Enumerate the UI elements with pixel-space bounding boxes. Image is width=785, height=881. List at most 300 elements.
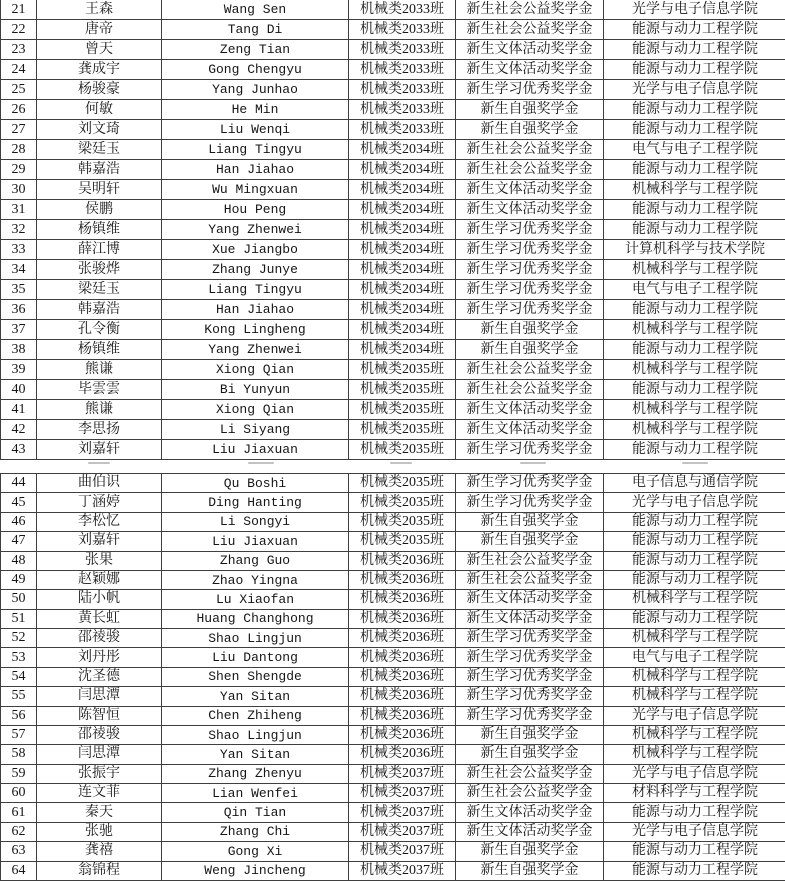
college-cell: 能源与动力工程学院 [632, 513, 758, 529]
table-row [0, 80, 785, 100]
class-cell: 机械类2033班 [349, 20, 456, 39]
table-row [0, 571, 785, 590]
table-row [0, 340, 785, 360]
table-row [0, 0, 785, 20]
row-number-cell: 63 [1, 842, 37, 860]
pinyin-name-cell: Tang Di [162, 20, 349, 39]
pinyin-name-cell: Zhao Yingna [162, 571, 349, 589]
pinyin-name-cell: Zhang Junye [162, 260, 349, 279]
college-cell: 电子信息与通信学院 [632, 475, 758, 491]
student-name-cell: 黄长虹 [37, 610, 162, 628]
college-cell: 材料科学与工程学院 [632, 785, 758, 801]
scholarship-type-cell: 新生学习优秀奖学金 [456, 474, 604, 492]
student-name-cell: 王森 [37, 0, 162, 19]
pinyin-name-cell: Lu Xiaofan [162, 590, 349, 608]
class-cell: 机械类2033班 [349, 40, 456, 59]
college-cell: 能源与动力工程学院 [632, 201, 758, 217]
page-break-artifact [520, 462, 546, 464]
scholarship-type-cell: 新生自强奖学金 [456, 120, 604, 139]
class-cell: 机械类2035班 [349, 380, 456, 399]
college-cell: 光学与电子信息学院 [632, 823, 758, 839]
row-number-cell: 45 [1, 493, 37, 511]
pinyin-name-cell: Liu Jiaxuan [162, 532, 349, 550]
student-name-cell: 张果 [37, 552, 162, 570]
row-number-cell: 50 [1, 590, 37, 608]
row-number-cell: 27 [1, 120, 37, 139]
row-number-cell: 47 [1, 532, 37, 550]
scholarship-type-cell: 新生学习优秀奖学金 [456, 300, 604, 319]
class-cell: 机械类2037班 [349, 862, 456, 880]
pinyin-name-cell: Zhang Zhenyu [162, 765, 349, 783]
scholarship-type-cell: 新生学习优秀奖学金 [456, 260, 604, 279]
class-cell: 机械类2034班 [349, 240, 456, 259]
class-cell: 机械类2035班 [349, 440, 456, 459]
scholarship-type-cell: 新生学习优秀奖学金 [456, 440, 604, 459]
student-name-cell: 赵颖娜 [37, 571, 162, 589]
pinyin-name-cell: Yang Zhenwei [162, 340, 349, 359]
college-cell: 能源与动力工程学院 [632, 381, 758, 397]
table-row [0, 668, 785, 687]
row-number-cell: 43 [1, 440, 37, 459]
table-row [0, 320, 785, 340]
scholarship-type-cell: 新生自强奖学金 [456, 745, 604, 763]
table-row [0, 220, 785, 240]
class-cell: 机械类2036班 [349, 629, 456, 647]
pinyin-name-cell: Qu Boshi [162, 474, 349, 492]
student-name-cell: 熊谦 [37, 400, 162, 419]
student-name-cell: 曲伯识 [37, 474, 162, 492]
college-cell: 机械科学与工程学院 [632, 727, 758, 743]
class-cell: 机械类2033班 [349, 60, 456, 79]
class-cell: 机械类2037班 [349, 803, 456, 821]
row-number-cell: 58 [1, 745, 37, 763]
class-cell: 机械类2036班 [349, 726, 456, 744]
college-cell: 机械科学与工程学院 [632, 688, 758, 704]
class-cell: 机械类2034班 [349, 320, 456, 339]
row-number-cell: 37 [1, 320, 37, 339]
college-cell: 机械科学与工程学院 [632, 261, 758, 277]
scholarship-type-cell: 新生自强奖学金 [456, 862, 604, 880]
pinyin-name-cell: Xiong Qian [162, 360, 349, 379]
class-cell: 机械类2036班 [349, 571, 456, 589]
scholarship-type-cell: 新生学习优秀奖学金 [456, 668, 604, 686]
scholarship-type-cell: 新生学习优秀奖学金 [456, 280, 604, 299]
student-name-cell: 唐帝 [37, 20, 162, 39]
row-number-cell: 36 [1, 300, 37, 319]
pinyin-name-cell: Yang Junhao [162, 80, 349, 99]
student-name-cell: 刘文琦 [37, 120, 162, 139]
college-cell: 能源与动力工程学院 [632, 41, 758, 57]
table-row [0, 280, 785, 300]
student-name-cell: 张骏烨 [37, 260, 162, 279]
pinyin-name-cell: Liu Jiaxuan [162, 440, 349, 459]
row-number-cell: 29 [1, 160, 37, 179]
row-number-cell: 64 [1, 862, 37, 880]
student-name-cell: 刘嘉轩 [37, 532, 162, 550]
pinyin-name-cell: Hou Peng [162, 200, 349, 219]
table-row [0, 420, 785, 440]
scholarship-type-cell: 新生社会公益奖学金 [456, 380, 604, 399]
class-cell: 机械类2035班 [349, 360, 456, 379]
table-row [0, 100, 785, 120]
student-name-cell: 韩嘉浩 [37, 160, 162, 179]
page-break-artifact [248, 462, 274, 464]
pinyin-name-cell: Liang Tingyu [162, 280, 349, 299]
class-cell: 机械类2036班 [349, 668, 456, 686]
college-cell: 能源与动力工程学院 [632, 341, 758, 357]
pinyin-name-cell: Shen Shengde [162, 668, 349, 686]
row-number-cell: 23 [1, 40, 37, 59]
college-cell: 计算机科学与技术学院 [625, 241, 765, 257]
college-cell: 能源与动力工程学院 [632, 441, 758, 457]
scholarship-type-cell: 新生社会公益奖学金 [456, 140, 604, 159]
college-cell: 能源与动力工程学院 [632, 301, 758, 317]
class-cell: 机械类2036班 [349, 590, 456, 608]
class-cell: 机械类2033班 [349, 100, 456, 119]
pinyin-name-cell: Gong Chengyu [162, 60, 349, 79]
table-row [0, 240, 785, 260]
scholarship-type-cell: 新生学习优秀奖学金 [456, 240, 604, 259]
student-name-cell: 杨镇维 [37, 220, 162, 239]
student-name-cell: 闫思潭 [37, 687, 162, 705]
class-cell: 机械类2034班 [349, 180, 456, 199]
row-number-cell: 57 [1, 726, 37, 744]
table-row [0, 140, 785, 160]
table-row [0, 687, 785, 706]
row-number-cell: 62 [1, 823, 37, 841]
pinyin-name-cell: Liu Dantong [162, 648, 349, 666]
table-row [0, 707, 785, 726]
pinyin-name-cell: Chen Zhiheng [162, 707, 349, 725]
pinyin-name-cell: Zhang Chi [162, 823, 349, 841]
table-row [0, 60, 785, 80]
class-cell: 机械类2036班 [349, 745, 456, 763]
table-row [0, 726, 785, 745]
student-name-cell: 熊谦 [37, 360, 162, 379]
scholarship-type-cell: 新生自强奖学金 [456, 513, 604, 531]
table-row [0, 862, 785, 881]
table-row [0, 590, 785, 609]
table-row [0, 648, 785, 667]
table-row [0, 160, 785, 180]
table-row [0, 360, 785, 380]
college-cell: 能源与动力工程学院 [632, 121, 758, 137]
class-cell: 机械类2037班 [349, 784, 456, 802]
table-row [0, 629, 785, 648]
row-number-cell: 53 [1, 648, 37, 666]
pinyin-name-cell: Han Jiahao [162, 300, 349, 319]
row-number-cell: 49 [1, 571, 37, 589]
table-row [0, 200, 785, 220]
pinyin-name-cell: Zhang Guo [162, 552, 349, 570]
table-row [0, 493, 785, 512]
table-row [0, 300, 785, 320]
table-row [0, 380, 785, 400]
scholarship-type-cell: 新生社会公益奖学金 [456, 552, 604, 570]
student-name-cell: 何敏 [37, 100, 162, 119]
student-name-cell: 毕雲雲 [37, 380, 162, 399]
student-name-cell: 翁锦程 [37, 862, 162, 880]
class-cell: 机械类2033班 [349, 120, 456, 139]
college-cell: 机械科学与工程学院 [632, 361, 758, 377]
scholarship-type-cell: 新生自强奖学金 [456, 726, 604, 744]
pinyin-name-cell: Xue Jiangbo [162, 240, 349, 259]
row-number-cell: 35 [1, 280, 37, 299]
scholarship-type-cell: 新生学习优秀奖学金 [456, 648, 604, 666]
class-cell: 机械类2037班 [349, 823, 456, 841]
table-row [0, 40, 785, 60]
page-break-artifact [390, 462, 412, 464]
college-cell: 能源与动力工程学院 [632, 572, 758, 588]
college-cell: 光学与电子信息学院 [632, 1, 758, 17]
row-number-cell: 61 [1, 803, 37, 821]
pinyin-name-cell: Shao Lingjun [162, 629, 349, 647]
scholarship-type-cell: 新生学习优秀奖学金 [456, 493, 604, 511]
table-row [0, 784, 785, 803]
table-row [0, 400, 785, 420]
scholarship-type-cell: 新生社会公益奖学金 [456, 571, 604, 589]
row-number-cell: 28 [1, 140, 37, 159]
class-cell: 机械类2035班 [349, 493, 456, 511]
class-cell: 机械类2035班 [349, 474, 456, 492]
scholarship-type-cell: 新生社会公益奖学金 [456, 20, 604, 39]
scholarship-type-cell: 新生社会公益奖学金 [456, 0, 604, 19]
student-name-cell: 陈智恒 [37, 707, 162, 725]
row-number-cell: 59 [1, 765, 37, 783]
class-cell: 机械类2035班 [349, 532, 456, 550]
row-number-cell: 22 [1, 20, 37, 39]
student-name-cell: 沈圣德 [37, 668, 162, 686]
row-number-cell: 26 [1, 100, 37, 119]
table-row [0, 180, 785, 200]
student-name-cell: 丁涵婷 [37, 493, 162, 511]
pinyin-name-cell: Bi Yunyun [162, 380, 349, 399]
row-number-cell: 25 [1, 80, 37, 99]
college-cell: 光学与电子信息学院 [632, 494, 758, 510]
class-cell: 机械类2034班 [349, 280, 456, 299]
college-cell: 能源与动力工程学院 [632, 843, 758, 859]
class-cell: 机械类2035班 [349, 400, 456, 419]
class-cell: 机械类2034班 [349, 260, 456, 279]
college-cell: 光学与电子信息学院 [632, 707, 758, 723]
row-number-cell: 52 [1, 629, 37, 647]
student-name-cell: 陆小帆 [37, 590, 162, 608]
scholarship-type-cell: 新生学习优秀奖学金 [456, 687, 604, 705]
pinyin-name-cell: Zeng Tian [162, 40, 349, 59]
student-name-cell: 闫思潭 [37, 745, 162, 763]
row-number-cell: 54 [1, 668, 37, 686]
pinyin-name-cell: Yan Sitan [162, 745, 349, 763]
college-cell: 机械科学与工程学院 [632, 421, 758, 437]
table-row [0, 803, 785, 822]
college-cell: 光学与电子信息学院 [632, 765, 758, 781]
pinyin-name-cell: Qin Tian [162, 803, 349, 821]
table-row [0, 823, 785, 842]
student-name-cell: 李松忆 [37, 513, 162, 531]
row-number-cell: 46 [1, 513, 37, 531]
row-number-cell: 48 [1, 552, 37, 570]
college-cell: 机械科学与工程学院 [632, 321, 758, 337]
row-number-cell: 21 [1, 0, 37, 19]
college-cell: 电气与电子工程学院 [632, 141, 758, 157]
college-cell: 机械科学与工程学院 [632, 746, 758, 762]
student-name-cell: 连文菲 [37, 784, 162, 802]
college-cell: 机械科学与工程学院 [632, 591, 758, 607]
pinyin-name-cell: Liu Wenqi [162, 120, 349, 139]
student-name-cell: 杨镇维 [37, 340, 162, 359]
scholarship-type-cell: 新生学习优秀奖学金 [456, 707, 604, 725]
student-name-cell: 张驰 [37, 823, 162, 841]
scholarship-type-cell: 新生文体活动奖学金 [456, 400, 604, 419]
college-cell: 能源与动力工程学院 [632, 161, 758, 177]
row-number-cell: 51 [1, 610, 37, 628]
student-name-cell: 韩嘉浩 [37, 300, 162, 319]
student-name-cell: 吴明轩 [37, 180, 162, 199]
pinyin-name-cell: Yan Sitan [162, 687, 349, 705]
page-break-artifact [682, 462, 708, 464]
row-number-cell: 31 [1, 200, 37, 219]
row-number-cell: 32 [1, 220, 37, 239]
row-number-cell: 38 [1, 340, 37, 359]
class-cell: 机械类2034班 [349, 340, 456, 359]
row-number-cell: 56 [1, 707, 37, 725]
scholarship-type-cell: 新生自强奖学金 [456, 842, 604, 860]
pinyin-name-cell: Lian Wenfei [162, 784, 349, 802]
row-number-cell: 39 [1, 360, 37, 379]
student-name-cell: 秦天 [37, 803, 162, 821]
scholarship-type-cell: 新生社会公益奖学金 [456, 765, 604, 783]
row-number-cell: 44 [1, 474, 37, 492]
class-cell: 机械类2036班 [349, 552, 456, 570]
table-row [0, 765, 785, 784]
table-block-lower [0, 473, 785, 881]
class-cell: 机械类2036班 [349, 687, 456, 705]
page-break-artifact [88, 462, 110, 464]
college-cell: 能源与动力工程学院 [632, 552, 758, 568]
student-name-cell: 刘丹彤 [37, 648, 162, 666]
table-row [0, 260, 785, 280]
table-row [0, 120, 785, 140]
student-name-cell: 侯鹏 [37, 200, 162, 219]
class-cell: 机械类2035班 [349, 420, 456, 439]
college-cell: 电气与电子工程学院 [632, 649, 758, 665]
pinyin-name-cell: Han Jiahao [162, 160, 349, 179]
pinyin-name-cell: Li Siyang [162, 420, 349, 439]
scholarship-type-cell: 新生文体活动奖学金 [456, 40, 604, 59]
scholarship-type-cell: 新生文体活动奖学金 [456, 590, 604, 608]
row-number-cell: 55 [1, 687, 37, 705]
row-number-cell: 24 [1, 60, 37, 79]
college-cell: 光学与电子信息学院 [632, 81, 758, 97]
class-cell: 机械类2034班 [349, 160, 456, 179]
college-cell: 能源与动力工程学院 [632, 101, 758, 117]
scholarship-type-cell: 新生社会公益奖学金 [456, 784, 604, 802]
student-name-cell: 曾天 [37, 40, 162, 59]
pinyin-name-cell: Ding Hanting [162, 493, 349, 511]
college-cell: 能源与动力工程学院 [632, 862, 758, 878]
table-row [0, 842, 785, 861]
student-name-cell: 龚禧 [37, 842, 162, 860]
scholarship-type-cell: 新生文体活动奖学金 [456, 60, 604, 79]
pinyin-name-cell: Wang Sen [162, 0, 349, 19]
class-cell: 机械类2033班 [349, 0, 456, 19]
pinyin-name-cell: Yang Zhenwei [162, 220, 349, 239]
college-cell: 能源与动力工程学院 [632, 21, 758, 37]
table-row [0, 474, 785, 493]
student-name-cell: 梁廷玉 [37, 140, 162, 159]
scholarship-type-cell: 新生学习优秀奖学金 [456, 80, 604, 99]
class-cell: 机械类2036班 [349, 648, 456, 666]
table-row [0, 745, 785, 764]
class-cell: 机械类2037班 [349, 765, 456, 783]
college-cell: 能源与动力工程学院 [632, 533, 758, 549]
table-row [0, 552, 785, 571]
college-cell: 机械科学与工程学院 [632, 630, 758, 646]
college-cell: 机械科学与工程学院 [632, 401, 758, 417]
scholarship-type-cell: 新生文体活动奖学金 [456, 180, 604, 199]
class-cell: 机械类2034班 [349, 140, 456, 159]
college-cell: 能源与动力工程学院 [632, 221, 758, 237]
student-name-cell: 邵祾骏 [37, 629, 162, 647]
student-name-cell: 李思扬 [37, 420, 162, 439]
scholarship-type-cell: 新生社会公益奖学金 [456, 360, 604, 379]
row-number-cell: 42 [1, 420, 37, 439]
table-row [0, 513, 785, 532]
student-name-cell: 龚成宇 [37, 60, 162, 79]
table-row [0, 610, 785, 629]
scholarship-type-cell: 新生自强奖学金 [456, 340, 604, 359]
pinyin-name-cell: Weng Jincheng [162, 862, 349, 880]
class-cell: 机械类2034班 [349, 300, 456, 319]
pinyin-name-cell: He Min [162, 100, 349, 119]
pinyin-name-cell: Shao Lingjun [162, 726, 349, 744]
scholarship-type-cell: 新生文体活动奖学金 [456, 823, 604, 841]
college-cell: 电气与电子工程学院 [632, 281, 758, 297]
college-cell: 能源与动力工程学院 [632, 610, 758, 626]
scholarship-type-cell: 新生文体活动奖学金 [456, 610, 604, 628]
pinyin-name-cell: Kong Lingheng [162, 320, 349, 339]
row-number-cell: 60 [1, 784, 37, 802]
class-cell: 机械类2033班 [349, 80, 456, 99]
class-cell: 机械类2034班 [349, 220, 456, 239]
scholarship-type-cell: 新生自强奖学金 [456, 320, 604, 339]
table-row [0, 532, 785, 551]
pinyin-name-cell: Wu Mingxuan [162, 180, 349, 199]
student-name-cell: 杨骏豪 [37, 80, 162, 99]
student-name-cell: 孔令衡 [37, 320, 162, 339]
row-number-cell: 34 [1, 260, 37, 279]
college-cell: 能源与动力工程学院 [632, 804, 758, 820]
pinyin-name-cell: Xiong Qian [162, 400, 349, 419]
scholarship-type-cell: 新生文体活动奖学金 [456, 803, 604, 821]
pinyin-name-cell: Gong Xi [162, 842, 349, 860]
pinyin-name-cell: Liang Tingyu [162, 140, 349, 159]
scholarship-type-cell: 新生社会公益奖学金 [456, 160, 604, 179]
scholarship-type-cell: 新生自强奖学金 [456, 100, 604, 119]
student-name-cell: 梁廷玉 [37, 280, 162, 299]
scholarship-type-cell: 新生学习优秀奖学金 [456, 220, 604, 239]
student-name-cell: 刘嘉轩 [37, 440, 162, 459]
pinyin-name-cell: Huang Changhong [162, 610, 349, 628]
student-name-cell: 薛江博 [37, 240, 162, 259]
student-name-cell: 邵祾骏 [37, 726, 162, 744]
class-cell: 机械类2034班 [349, 200, 456, 219]
college-cell: 机械科学与工程学院 [632, 668, 758, 684]
class-cell: 机械类2036班 [349, 707, 456, 725]
table-row [0, 20, 785, 40]
scholarship-type-cell: 新生文体活动奖学金 [456, 420, 604, 439]
scholarship-type-cell: 新生文体活动奖学金 [456, 200, 604, 219]
